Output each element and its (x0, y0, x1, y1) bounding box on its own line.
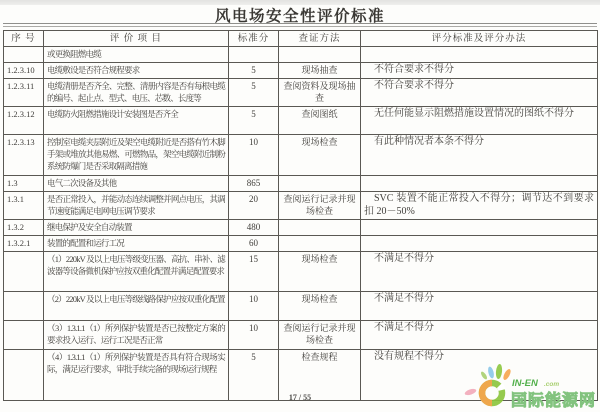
cell-verification-method: 现场检查 (279, 252, 361, 292)
cell-serial-number: 1.2.3.12 (4, 107, 44, 135)
header-item: 评 价 项 目 (44, 31, 229, 47)
header-method: 查证方法 (279, 31, 361, 47)
cell-evaluation-item: 继电保护及安全自动装置 (44, 220, 229, 236)
cell-verification-method: 检查规程 (279, 350, 361, 401)
cell-serial-number: 1.2.3.13 (4, 135, 44, 176)
table-row (4, 252, 598, 292)
cell-evaluation-item: 控制室电缆夹层附近及架空电缆附近是否搭有竹木脚手架或堆放其他易燃、可燃物品，架空电缆附近制粉系统防爆门是否采取隔离措施 (44, 135, 229, 176)
petal-pink-icon (464, 388, 477, 397)
table-row (4, 63, 598, 79)
logo-ring-gap-icon (500, 386, 503, 391)
cell-serial-number: 1.2.3.11 (4, 79, 44, 107)
cell-verification-method (279, 47, 361, 63)
site-watermark-logo (464, 364, 599, 410)
page-title: 风电场安全性评价标准 (214, 8, 385, 25)
cell-serial-number (4, 292, 44, 321)
cell-standard-score: 5 (229, 107, 279, 135)
cell-scoring-criteria: 不满足不得分 (361, 321, 598, 350)
table-row (4, 47, 598, 63)
cell-scoring-criteria (361, 220, 598, 236)
cell-standard-score: 10 (229, 292, 279, 321)
petal-blue-icon (487, 366, 495, 379)
cell-serial-number (4, 252, 44, 292)
cell-standard-score: 5 (229, 350, 279, 401)
cell-verification-method: 现场抽查 (279, 63, 361, 79)
cell-verification-method: 现场检查 (279, 292, 361, 321)
cell-serial-number: 1.2.3.10 (4, 63, 44, 79)
cell-evaluation-item: （4）1.3.1.1（1）所列保护装置是否具有符合现场实际，满足运行要求，审批手续完备的现场运行规程 (44, 350, 229, 401)
cell-serial-number: 1.3.2 (4, 220, 44, 236)
cell-scoring-criteria: 没有规程不得分 (361, 350, 598, 401)
cell-scoring-criteria: 无任何能显示阻燃措施设置情况的图纸不得分 (361, 107, 598, 135)
cell-serial-number: 1.3 (4, 176, 44, 192)
cell-evaluation-item: 电缆清册是否齐全、完整、清册内容是否有每根电缆的编号、起止点、型式、电压、芯数、长度等 (44, 79, 229, 107)
cell-standard-score: 10 (229, 135, 279, 176)
table-row (4, 107, 598, 135)
table-row (4, 292, 598, 321)
cell-verification-method: 查阅资料及现场抽查 (279, 79, 361, 107)
cell-serial-number: 1.3.2.1 (4, 236, 44, 252)
petal-green-icon (495, 364, 503, 379)
cell-standard-score: 5 (229, 63, 279, 79)
cell-standard-score: 60 (229, 236, 279, 252)
table-row (4, 220, 598, 236)
page-number: 17 / 55 (288, 393, 312, 402)
cell-standard-score: 15 (229, 252, 279, 292)
cell-verification-method (279, 236, 361, 252)
cell-standard-score: 5 (229, 79, 279, 107)
table-header-row (4, 31, 598, 47)
table-row (4, 135, 598, 176)
logo-en-name: IN-EN (512, 378, 538, 389)
table-row (4, 79, 598, 107)
cell-scoring-criteria (361, 236, 598, 252)
table-row (4, 192, 598, 220)
evaluation-table (3, 30, 598, 401)
cell-verification-method (279, 176, 361, 192)
cell-evaluation-item: （2）220kV 及以上电压等级线路保护应按双重化配置 (44, 292, 229, 321)
logo-ring-orange-arc-icon (482, 383, 492, 403)
cell-standard-score: 480 (229, 220, 279, 236)
cell-evaluation-item: 电缆敷设是否符合规程要求 (44, 63, 229, 79)
cell-standard-score (229, 47, 279, 63)
petal-orange-icon (502, 368, 512, 381)
cell-standard-score: 10 (229, 321, 279, 350)
cell-serial-number (4, 47, 44, 63)
header-criteria: 评分标准及评分办法 (361, 31, 598, 47)
cell-scoring-criteria: SVC 装置不能正常投入不得分；调节达不到要求扣 20－50% (361, 192, 598, 220)
cell-evaluation-item: 电气二次设备及其他 (44, 176, 229, 192)
cell-scoring-criteria: 有此种情况者本条不得分 (361, 135, 598, 176)
table-row (4, 236, 598, 252)
cell-evaluation-item: （3）1.3.1.1（1）所列保护装置是否已按整定方案的要求投入运行、运行工况是否正常 (44, 321, 229, 350)
cell-standard-score: 20 (229, 192, 279, 220)
table-row (4, 321, 598, 350)
cell-evaluation-item: （1）220kV 及以上电压等级变压器、高抗、串补、滤波器等设备微机保护应按双重化配置并满足配置要求 (44, 252, 229, 292)
cell-scoring-criteria: 不满足不得分 (361, 292, 598, 321)
cell-evaluation-item: 或更换阻燃电缆 (44, 47, 229, 63)
cell-standard-score: 865 (229, 176, 279, 192)
cell-evaluation-item: 是否正常投入，并能动态连续调整并网点电压，其调节速度能满足电网电压调节要求 (44, 192, 229, 220)
title-divider (3, 23, 597, 27)
cell-evaluation-item: 电缆防火阻燃措施设计安装图是否齐全 (44, 107, 229, 135)
cell-serial-number (4, 321, 44, 350)
logo-cn-name: 国际能源网 (511, 392, 597, 410)
cell-verification-method: 查阅运行记录并现场检查 (279, 321, 361, 350)
cell-evaluation-item: 装置的配置和运行工况 (44, 236, 229, 252)
cell-serial-number: 1.3.1 (4, 192, 44, 220)
cell-verification-method: 查阅图纸 (279, 107, 361, 135)
cell-scoring-criteria (361, 47, 598, 63)
cell-verification-method: 查阅运行记录并现场检查 (279, 192, 361, 220)
cell-scoring-criteria: 不满足不得分 (361, 252, 598, 292)
petal-lightgreen-icon (480, 371, 488, 381)
cell-scoring-criteria (361, 176, 598, 192)
cell-verification-method: 现场检查 (279, 135, 361, 176)
cell-verification-method (279, 220, 361, 236)
cell-scoring-criteria: 不符合要求不得分 (361, 63, 598, 79)
header-score: 标准分 (229, 31, 279, 47)
cell-scoring-criteria: 不符合要求不得分 (361, 79, 598, 107)
table-row (4, 176, 598, 192)
logo-en-suffix: .com (544, 381, 560, 388)
header-serial: 序 号 (4, 31, 44, 47)
